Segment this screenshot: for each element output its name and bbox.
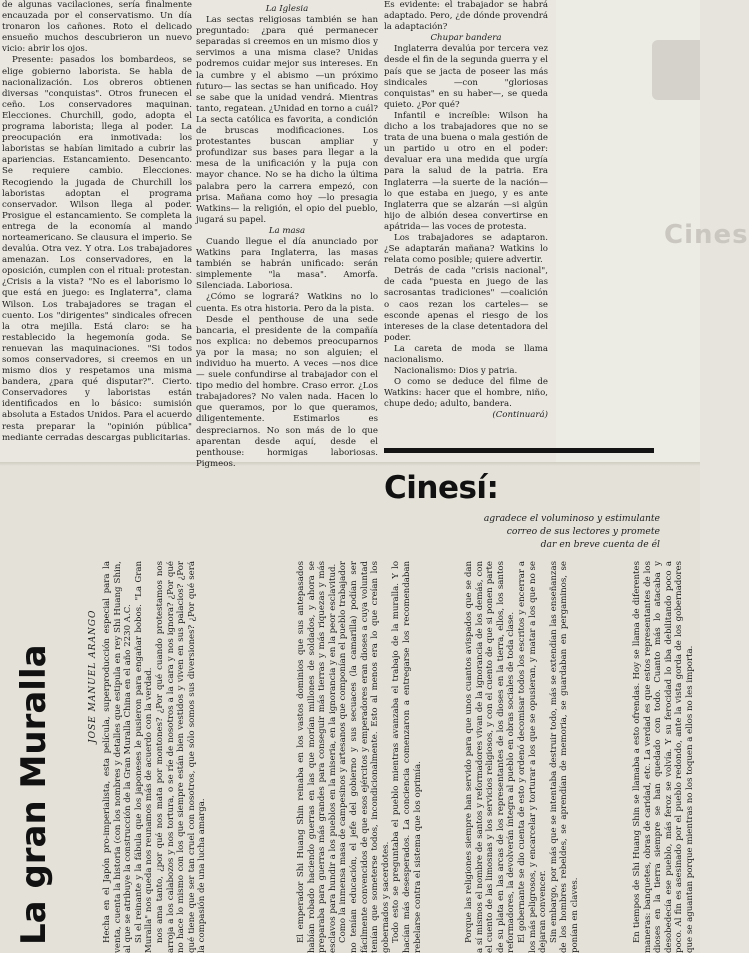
paragraph: El gobernante se dio cuenta de esto y ordenó decomisar todos los escritos y encerrar a los más peligrosos, y encarcelar y torturar a los que se opusieran, y matar a los que no se dejaran convencer. <box>516 561 549 953</box>
paragraph: Todo esto se preguntaba el pueblo mientras avanzaba el trabajo de la muralla. Y lo hacían más desesperados. La conciencia comenzaron a entregarse los recomendaban rebelarse contra el sistema que los oprimía. <box>391 561 423 953</box>
paragraph: La careta de moda se llama nacionalismo. <box>384 343 548 365</box>
column-2 <box>196 4 378 469</box>
byline: JOSE MANUEL ARANGO <box>88 609 98 743</box>
section-heading-iglesia: La Iglesia <box>265 4 309 14</box>
paragraph: Las sectas religiosas también se han preguntado: ¿para qué permanecer separadas si creemos en un mismo dios y servimos a una misma clase? Unidas podremos cuidar mejor sus intereses. En la cumbre y el abismo —un próximo futuro— las sectas se han unificado. Hoy se sabe que la unidad vendrá. Mientras tanto, regatean. ¿Unidad en torno a cuál? La secta católica es favorita, a condición de bruscas modificaciones. Los protestantes buscan ampliar y profundizar sus bases para llegar a la mesa de la unificación y la puja con mayor chance. No se ha dicho la última palabra pero la carrera empezó, con prisa. Mañana como hoy —lo presagia Watkins— la religión, el opio del pueblo, jugará su papel. <box>196 15 378 225</box>
paragraph: Infantil e increíble: Wilson ha dicho a los trabajadores que no se trata de una buena o mala gestión de un partido u otro en el poder: devaluar era una medida que urgía para la salud de la patria. Era Inglaterra —la suerte de la nación— lo que estaba en juego, y es ante Inglaterra que se alzarán —si algún hijo de albión desea convertirse en apátrida— las voces de protesta. <box>384 110 548 232</box>
paragraph: Detrás de cada "crisis nacional", de cada "puesta en juego de las sacrosantas tradiciones" —coalición o caos rezan los carteles— se esconde apenas el riesgo de los intereses de la clase detentadora del poder. <box>384 266 548 343</box>
bleed-through-shape <box>652 40 700 100</box>
paragraph: Cuando llegue el día anunciado por Watkins para Inglaterra, las masas también se habrán unificado: serán simplemente "la masa". Amorfa. Silenciada. Laboriosa. <box>196 236 378 292</box>
article-column <box>632 561 696 953</box>
article-title: La gran Muralla <box>14 644 54 945</box>
paragraph: Los trabajadores se adaptaron. ¿Se adaptarán mañana? Watkins lo relata como posible; quiere advertir. <box>384 232 548 266</box>
column-3 <box>384 0 548 430</box>
paragraph: Presente: pasados los bombardeos, se elige gobierno laborista. Se habla de nacionalización. Los obreros obtienen diversas "conquistas". Otros frunecen el ceño. Los conservadores maquinan. Elecciones. Churchill, godo, adopta el programa laborista; llega al poder. La preocupación era inmotivada: los laboristas se habían limitado a cubrir las apariencias. Estancamiento. Desencanto. Se requiere cambio. Elecciones. Recogiendo la jugada de Churchill los laboristas adoptan el programa conservador. Wilson llega al poder. Prosigue el estancamiento. Se completa la entrega de la economía al mando norteamericano. Se clausura el imperio. Se devalúa. Otra vez. Y otra. Los trabajadores amenazan. Los conservadores, en la oposición, cumplen con el ritual: protestan. ¿Crisis a la vista? "No es el laborismo lo que está en juego: es Inglaterra", clama Wilson. Los trabajadores se tragan el cuento. Los "dirigentes" sindicales ofrecen la otra mejilla. Está claro: se ha restablecido la hegemonía goda. Se renuevan las maquinaciones. "Si todos somos conservadores, si creemos en un mismo dios y respetamos una misma bandera, ¿para qué disputar?". Cierto. Conservadores y laboristas están identificados en lo básico: sumisión absoluta a Estados Unidos. Para el acuerdo resta preparar la "opinión pública" mediante cerradas descargas publicitarias. <box>2 55 192 443</box>
paragraph: Inglaterra devalúa por tercera vez desde el fin de la segunda guerra y el país que se jacta de poseer las más sindicales —con "gloriosas conquistas" en su haber—, se queda quieto. ¿Por qué? <box>384 44 548 110</box>
paragraph: Sin embargo, por más que se intentaba destruir todo, más se extendían las enseñanzas de los hombres rebeldes, se aprendían de memoria, se guardaban en pergaminos, se ponían en claves. <box>548 561 580 953</box>
paragraph: de algunas vacilaciones, sería finalmente encauzada por el conservatismo. Un día tronaron los cañones. Roto el delicado ensueño muchos descubrieron un nuevo vicio: abrir los ojos. <box>2 0 192 55</box>
section-heading-masa: La masa <box>268 225 306 236</box>
black-rule <box>384 448 654 453</box>
paragraph: Es evidente: el trabajador se habrá adaptado. Pero, ¿de dónde provendrá la adaptación? <box>384 0 548 33</box>
muralla-article <box>14 553 700 953</box>
paragraph: O como se deduce del filme de Watkins: hacer que el hombre, niño, chupe dedo; adulto, bandera. <box>384 377 548 410</box>
paragraph: En tiempos de Shi Huang Shin se llamaba a esto ofrendas. Hoy se llama de diferentes maneras: banquetes, obras de caridad, etc. La verdad es que estos representantes de los dioses en la tierra siempre se han quedado con todo. Cuanto más lo atacaba y desobedecía ese pueblo, más feroz se volvía. Y su ferocidad lo iba debilitando poco a poco. Al fin es asesinado por el pueblo redondo, ante la vista gorda de los gobernadores que se aguantan porque mientras no los toquen a ellos no les importa. <box>632 561 695 953</box>
section-heading-chupar-bandera: Chupar bandera <box>430 33 502 44</box>
column-1 <box>2 0 192 460</box>
paragraph: nos ama tanto, ¿por qué nos mata por montones? ¿Por qué cuando protestamos nos arroja a los calabozos y nos tortura, o se ríe de nosotros a la cara y nos ignora? ¿Por qué no hace lo mismo con los que siempre están bien vestidos y viven en sus palacios? ¿Por qué tiene que ser tan cruel con nosotros, que sólo somos sus diversiones? ¿Por qué será la compasión de una lucha amarga. <box>154 561 208 953</box>
paragraph: Porque las religiones siempre han servido para que unos cuantos avispados que se dan a sí mismos el nombre de santos y reformadores vivan de la ignorancia de los demás, con el cuento de las limosnas y los servicios religiosos, y con el cuento de que si ponen parte de su plata en las arcas de los representantes de los dioses en la tierra, ellos, los santos reformadores, la devolverán íntegra al pueblo en obras sociales de toda clase. <box>464 561 517 953</box>
bleed-through-text: Cines <box>664 220 749 250</box>
paragraph: Desde el penthouse de una sede bancaria, el presidente de la compañía nos explica: no debemos preocuparnos ya por la masa; no son alguien; el individuo ha muerto. A veces —nos dice— suele confundirse al trabajador con el tipo medio del hombre. Craso error. ¿Los trabajadores? No valen nada. Hacen lo que queramos, por lo que queramos, diligentemente. Estimarlos es despreciarnos. No son más de lo que aparentan desde aquí, desde el penthouse: hormigas laboriosas. Pigmeos. <box>196 314 378 469</box>
paragraph: El emperador Shi Huang Shin reinaba en los vastos dominios que sus antepasados habían robado haciendo guerras en las que morían millones de soldados, y ahora se preparaba para guerras más grandes para conseguir más tierras y más riquezas y más esclavos para hundir a los pueblos en la miseria, en la ignorancia y en la peor esclavitud. <box>296 561 338 953</box>
article-column <box>102 561 290 953</box>
paragraph: ¿Cómo se logrará? Watkins no lo cuenta. Es otra historia. Pero da la pista. <box>196 292 378 314</box>
article-column <box>464 561 626 953</box>
cinesi-subtitle-line: agradece el voluminoso y estimulante <box>483 513 660 524</box>
paragraph: Nacionalismo: Dios y patria. <box>394 366 518 377</box>
article-column <box>296 561 458 953</box>
cinesi-subtitle-line: correo de sus lectores y promete <box>506 526 660 537</box>
cinesi-subtitle-line: dar en breve cuenta de él <box>540 539 660 550</box>
cinesi-subtitle <box>470 512 660 551</box>
cinesi-heading: Cinesí: <box>384 470 499 506</box>
continued-note: (Continuará) <box>492 410 548 421</box>
paragraph: Si el reinante y la fábula que los japoneses le pusieron para engañar bobos. "La Gran Muralla" nos queda nos reunamos más de acuerdo con la verdad. <box>133 561 155 953</box>
paragraph: Hecha en el Japón pro-imperialista, esta película, superproducción especial para la venta, cuenta la historia (con los nombres y detalles que estipula en rey Shi Huang Shin, al que se atribuye la construcción de la Gran Muralla China en el año 2230 A.C. <box>102 561 134 953</box>
paragraph: Como la inmensa masa de campesinos y artesanos que componían el pueblo trabajador no tenían educación, el jefe del gobierno y sus secuaces (la camarilla) podían ser fácilmente convencidos de que esos ejércitos y emperadores eran dioses a cuya voluntad tenían que someterse todos, incondicionalmente. Esto al menos era lo que creían los gobernados y sacerdotes. <box>338 561 391 953</box>
